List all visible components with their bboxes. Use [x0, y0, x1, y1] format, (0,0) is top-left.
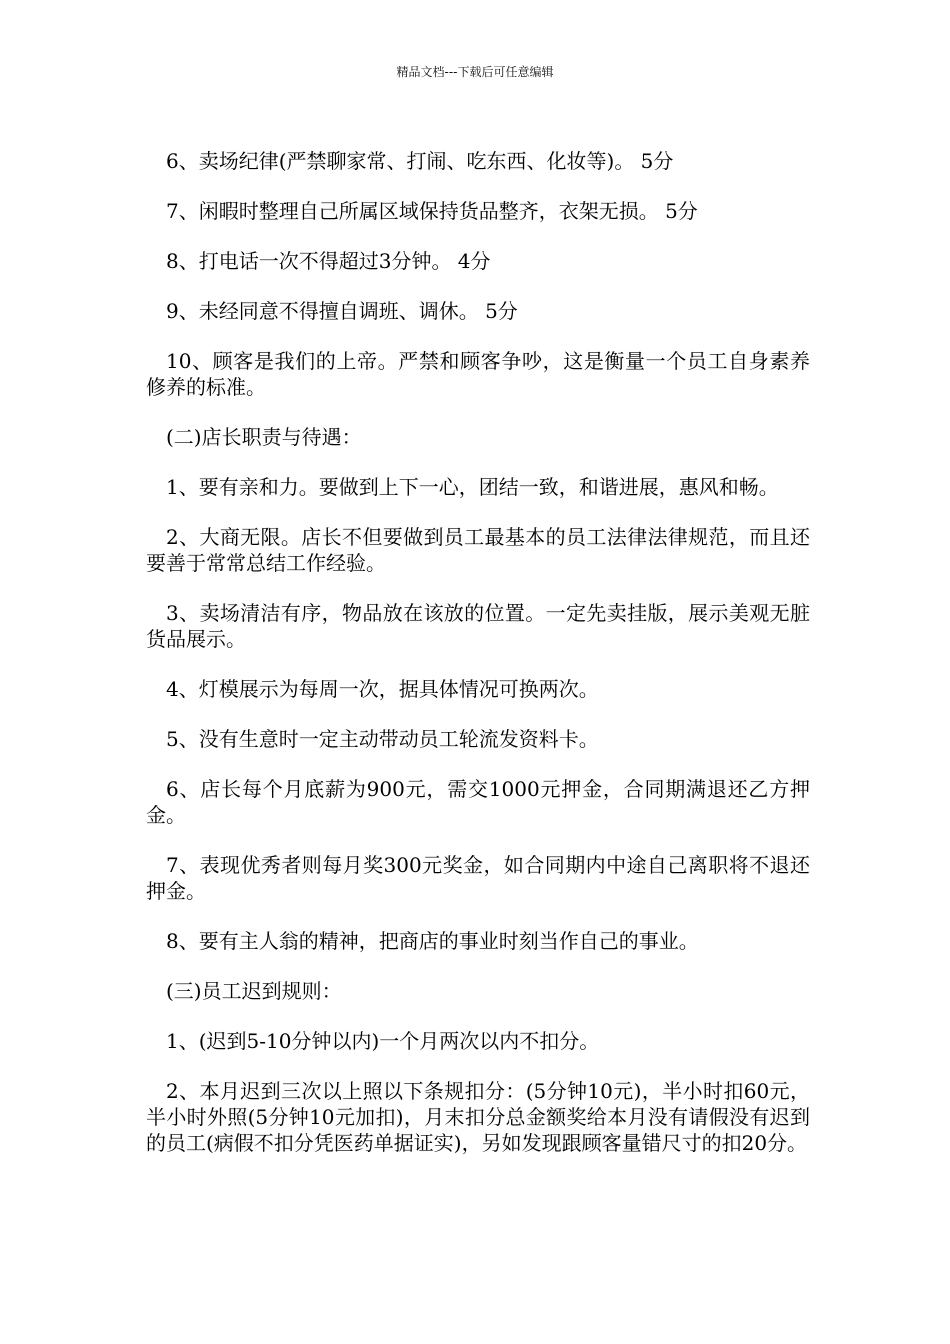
paragraph: 7、闲暇时整理自己所属区域保持货品整齐，衣架无损。 5分	[166, 199, 698, 223]
paragraph: 1、(迟到5-10分钟以内)一个月两次以内不扣分。	[166, 1029, 600, 1053]
paragraph: 2、大商无限。店长不但要做到员工最基本的员工法律法律规范，而且还要善于常常总结工作经验。	[146, 525, 810, 575]
section-heading: (三)员工迟到规则：	[166, 979, 342, 1003]
paragraph: 6、店长每个月底薪为900元，需交1000元押金，合同期满退还乙方押金。	[146, 777, 810, 827]
paragraph: 6、卖场纪律(严禁聊家常、打闹、吃东西、化妆等)。 5分	[166, 149, 674, 173]
paragraph: 1、要有亲和力。要做到上下一心，团结一致，和谐进展，惠风和畅。	[166, 475, 779, 499]
section-heading: (二)店长职责与待遇：	[166, 425, 362, 449]
paragraph: 10、顾客是我们的上帝。严禁和顾客争吵，这是衡量一个员工自身素养修养的标准。	[146, 349, 810, 399]
paragraph: 4、灯模展示为每周一次，据具体情况可换两次。	[166, 677, 599, 701]
paragraph: 2、本月迟到三次以上照以下条规扣分：(5分钟10元)，半小时扣60元，半小时外照(5分钟10元加扣)，月末扣分总金额奖给本月没有请假没有迟到的员工(病假不扣分凭医药单据证实)，另如发现跟顾客量错尺寸的扣20分。	[146, 1079, 810, 1155]
document-body	[146, 148, 810, 1180]
paragraph: 3、卖场清洁有序，物品放在该放的位置。一定先卖挂版，展示美观无脏货品展示。	[146, 601, 810, 651]
paragraph: 9、未经同意不得擅自调班、调休。 5分	[166, 299, 518, 323]
paragraph: 5、没有生意时一定主动带动员工轮流发资料卡。	[166, 727, 599, 751]
paragraph: 8、要有主人翁的精神，把商店的事业时刻当作自己的事业。	[166, 929, 699, 953]
paragraph: 7、表现优秀者则每月奖300元奖金，如合同期内中途自己离职将不退还押金。	[146, 853, 810, 903]
paragraph: 8、打电话一次不得超过3分钟。 4分	[166, 249, 491, 273]
page-header: 精品文档---下载后可任意编辑	[396, 65, 554, 79]
